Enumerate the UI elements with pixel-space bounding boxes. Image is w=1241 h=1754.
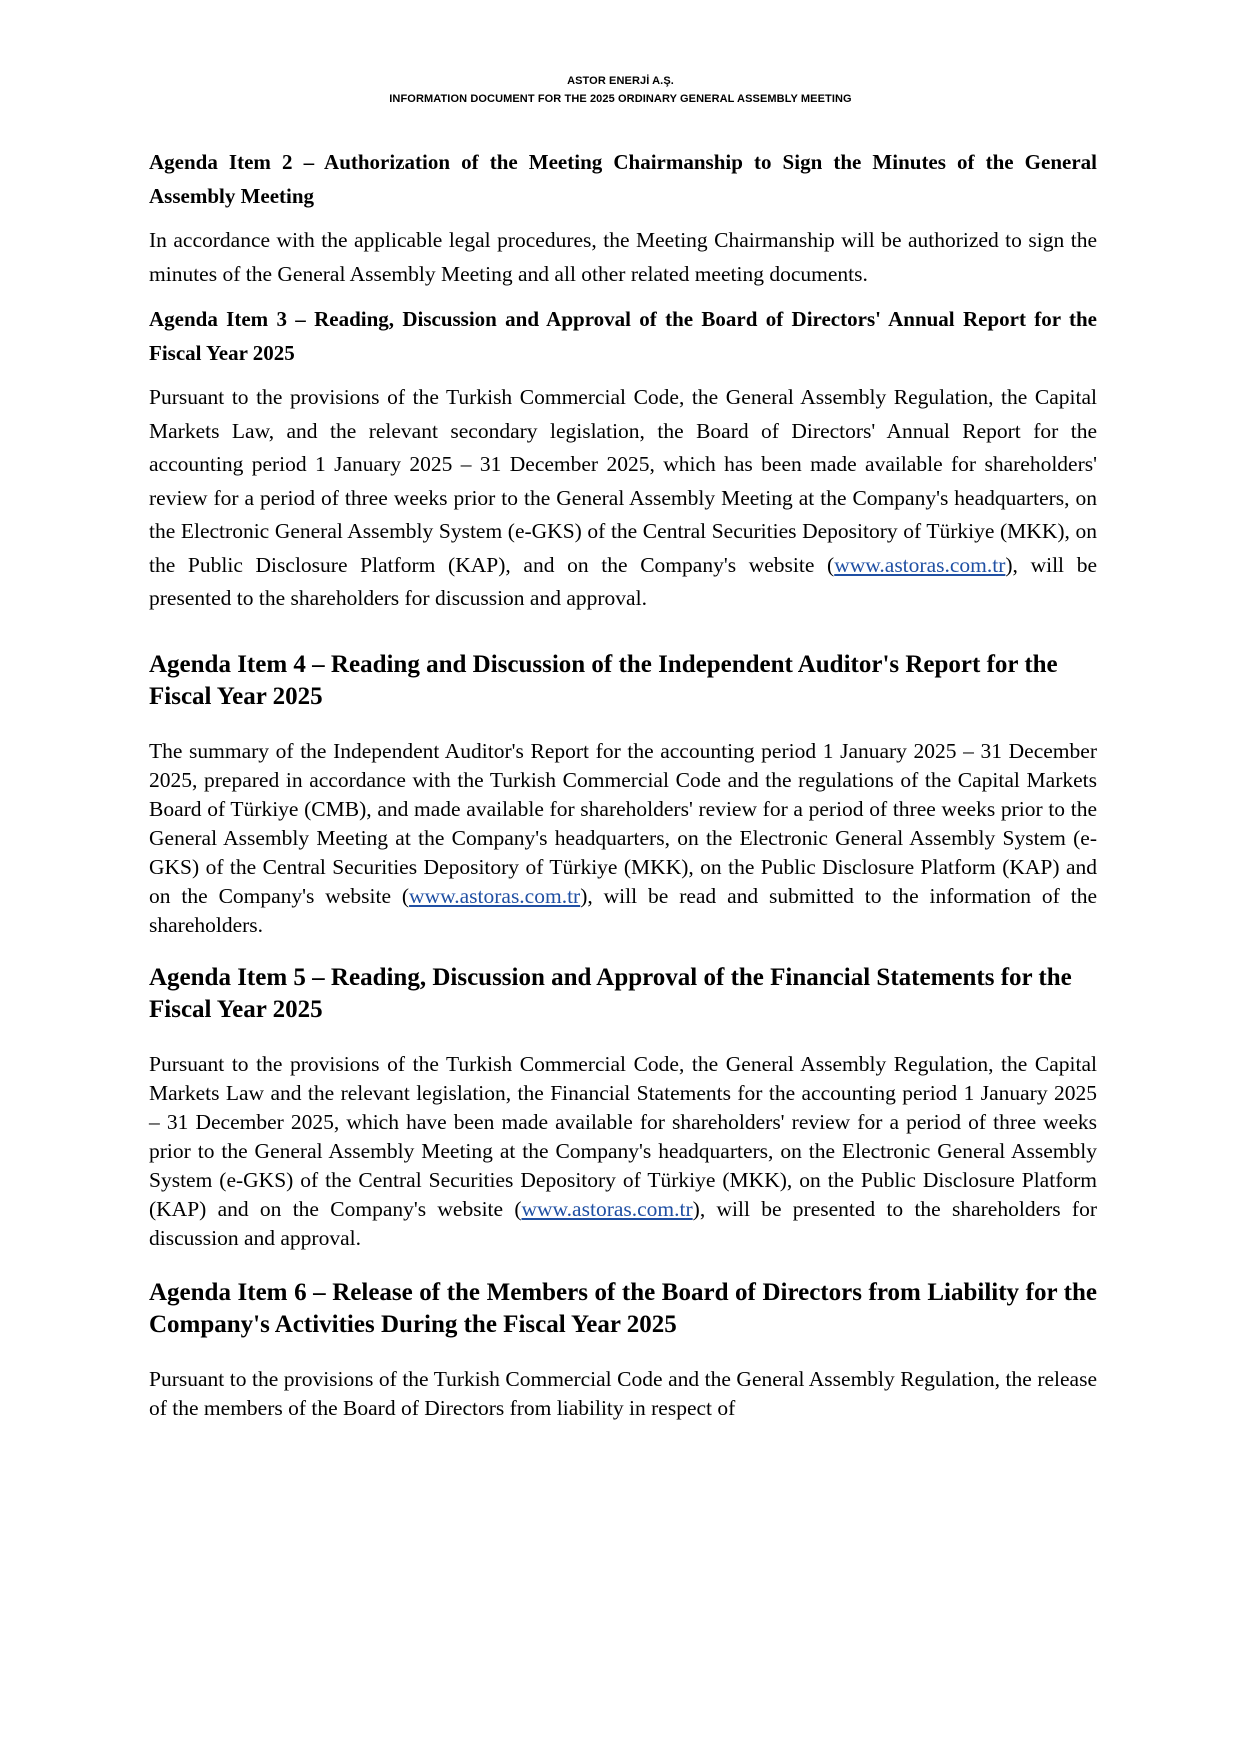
agenda-item-5-body [149,1050,1097,1253]
agenda-item-4-body-text: The summary of the Independent Auditor's Report for the accounting period 1 January 2025 – 31 December 2025, prepared in accordance with the Turkish Commercial Code and the regulations of the Capital Markets Board of Türkiye (CMB), and made available for shareholders' review for a period of three weeks prior to the General Assembly Meeting at the Company's headquarters, on the Electronic General Assembly System (e-GKS) of the Central Securities Depository of Türkiye (MKK), on the Public Disclosure Platform (KAP) and on the Company's website ( [149,738,1097,908]
document-title-header: INFORMATION DOCUMENT FOR THE 2025 ORDINARY GENERAL ASSEMBLY MEETING [389,93,852,105]
document-body [149,145,1097,1423]
agenda-item-5-body-text: Pursuant to the provisions of the Turkish Commercial Code, the General Assembly Regulation, the Capital Markets Law and the relevant legislation, the Financial Statements for the accounting period 1 January 2025 – 31 December 2025, which have been made available for shareholders' review for a period of three weeks prior to the General Assembly Meeting at the Company's headquarters, on the Electronic General Assembly System (e-GKS) of the Central Securities Depository of Türkiye (MKK), on the Public Disclosure Platform (KAP) and on the Company's website ( [149,1051,1097,1221]
agenda-item-5-heading: Agenda Item 5 – Reading, Discussion and Approval of the Financial Statements for the Fiscal Year 2025 [149,963,1072,1023]
agenda-item-4-body [149,737,1097,940]
agenda-item-6-body: Pursuant to the provisions of the Turkish Commercial Code and the General Assembly Regulation, the release of the members of the Board of Directors from liability in respect of [149,1366,1097,1420]
agenda-item-2-heading: Agenda Item 2 – Authorization of the Meeting Chairmanship to Sign the Minutes of the General Assembly Meeting [149,150,1097,208]
agenda-item-5-body-text-end: ), will be presented to the shareholders for discussion and approval. [149,1196,1097,1250]
company-website-link[interactable]: www.astoras.com.tr [409,883,581,908]
agenda-item-4-heading: Agenda Item 4 – Reading and Discussion of the Independent Auditor's Report for the Fiscal Year 2025 [149,650,1058,710]
agenda-item-3-body-text-end: ), will be presented to the shareholders for discussion and approval. [149,552,1097,610]
agenda-item-3-body [149,381,1097,616]
company-website-link[interactable]: www.astoras.com.tr [521,1196,693,1221]
agenda-item-4-body-text-end: ), will be read and submitted to the information of the shareholders. [149,883,1097,937]
agenda-item-3-body-text: Pursuant to the provisions of the Turkish Commercial Code, the General Assembly Regulation, the Capital Markets Law, and the relevant secondary legislation, the Board of Directors' Annual Report for the accounting period 1 January 2025 – 31 December 2025, which has been made available for shareholders' review for a period of three weeks prior to the General Assembly Meeting at the Company's headquarters, on the Electronic General Assembly System (e-GKS) of the Central Securities Depository of Türkiye (MKK), on the Public Disclosure Platform (KAP), and on the Company's website ( [149,385,1097,577]
company-name-header: ASTOR ENERJİ A.Ş. [567,75,674,87]
agenda-item-6-heading: Agenda Item 6 – Release of the Members of the Board of Directors from Liability for the Company's Activities During the Fiscal Year 2025 [149,1278,1097,1338]
agenda-item-2-body: In accordance with the applicable legal procedures, the Meeting Chairmanship will be authorized to sign the minutes of the General Assembly Meeting and all other related meeting documents. [149,228,1097,286]
agenda-item-3-heading: Agenda Item 3 – Reading, Discussion and Approval of the Board of Directors' Annual Report for the Fiscal Year 2025 [149,307,1097,365]
company-website-link[interactable]: www.astoras.com.tr [834,552,1006,577]
